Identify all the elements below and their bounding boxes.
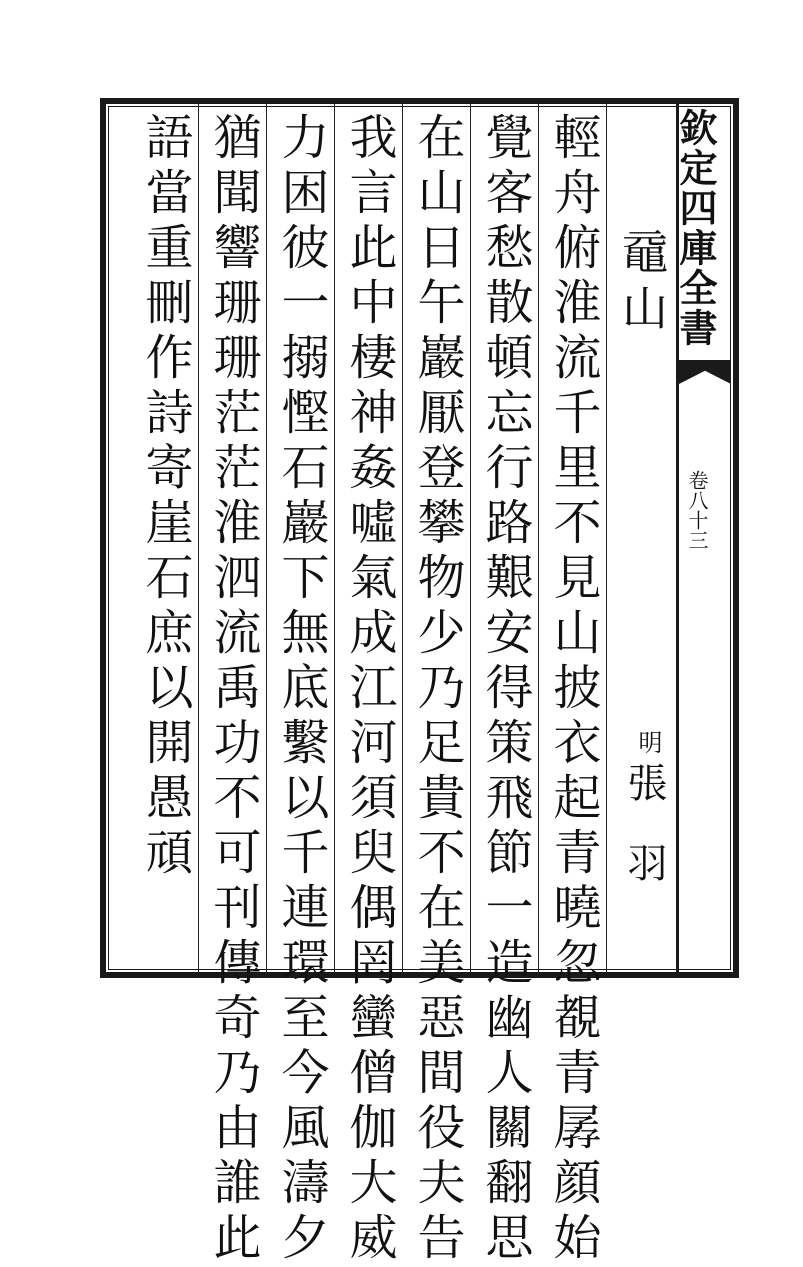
text-column: 語當重刪作詩寄崖石庶以開愚頑: [137, 112, 193, 882]
column-rule: [538, 104, 539, 972]
column-rule: [198, 104, 199, 972]
column-rule: [606, 104, 607, 972]
text-column: 猶聞響珊珊茫茫淮泗流禹功不可刊傳奇乃由誰此: [205, 112, 261, 1267]
column-rule: [470, 104, 471, 972]
text-column: 輕舟俯淮流千里不見山披衣起青曉忽覩青孱顔始: [545, 112, 601, 1267]
text-column: 我言此中棲神姦噓氣成江河須臾偶罔蠻僧伽大威: [341, 112, 397, 1267]
text-column: 力困彼一搦慳石巖下無底繫以千連環至今風濤夕: [273, 112, 329, 1267]
poem-author: 張羽: [621, 762, 667, 922]
book-title: 欽定四庫全書: [673, 108, 718, 348]
text-column: 覺客愁散頓忘行路艱安得策飛節一造幽人關翻思: [477, 112, 533, 1267]
poem-dynasty: 明: [634, 730, 662, 754]
text-column: 在山日午巖厭登攀物少乃足貴不在美惡間役夫告: [409, 112, 465, 1267]
poem-title: 黿山: [615, 228, 669, 340]
volume-label: 卷八十三: [685, 470, 709, 550]
column-rule: [266, 104, 267, 972]
column-rule: [402, 104, 403, 972]
column-rule: [334, 104, 335, 972]
